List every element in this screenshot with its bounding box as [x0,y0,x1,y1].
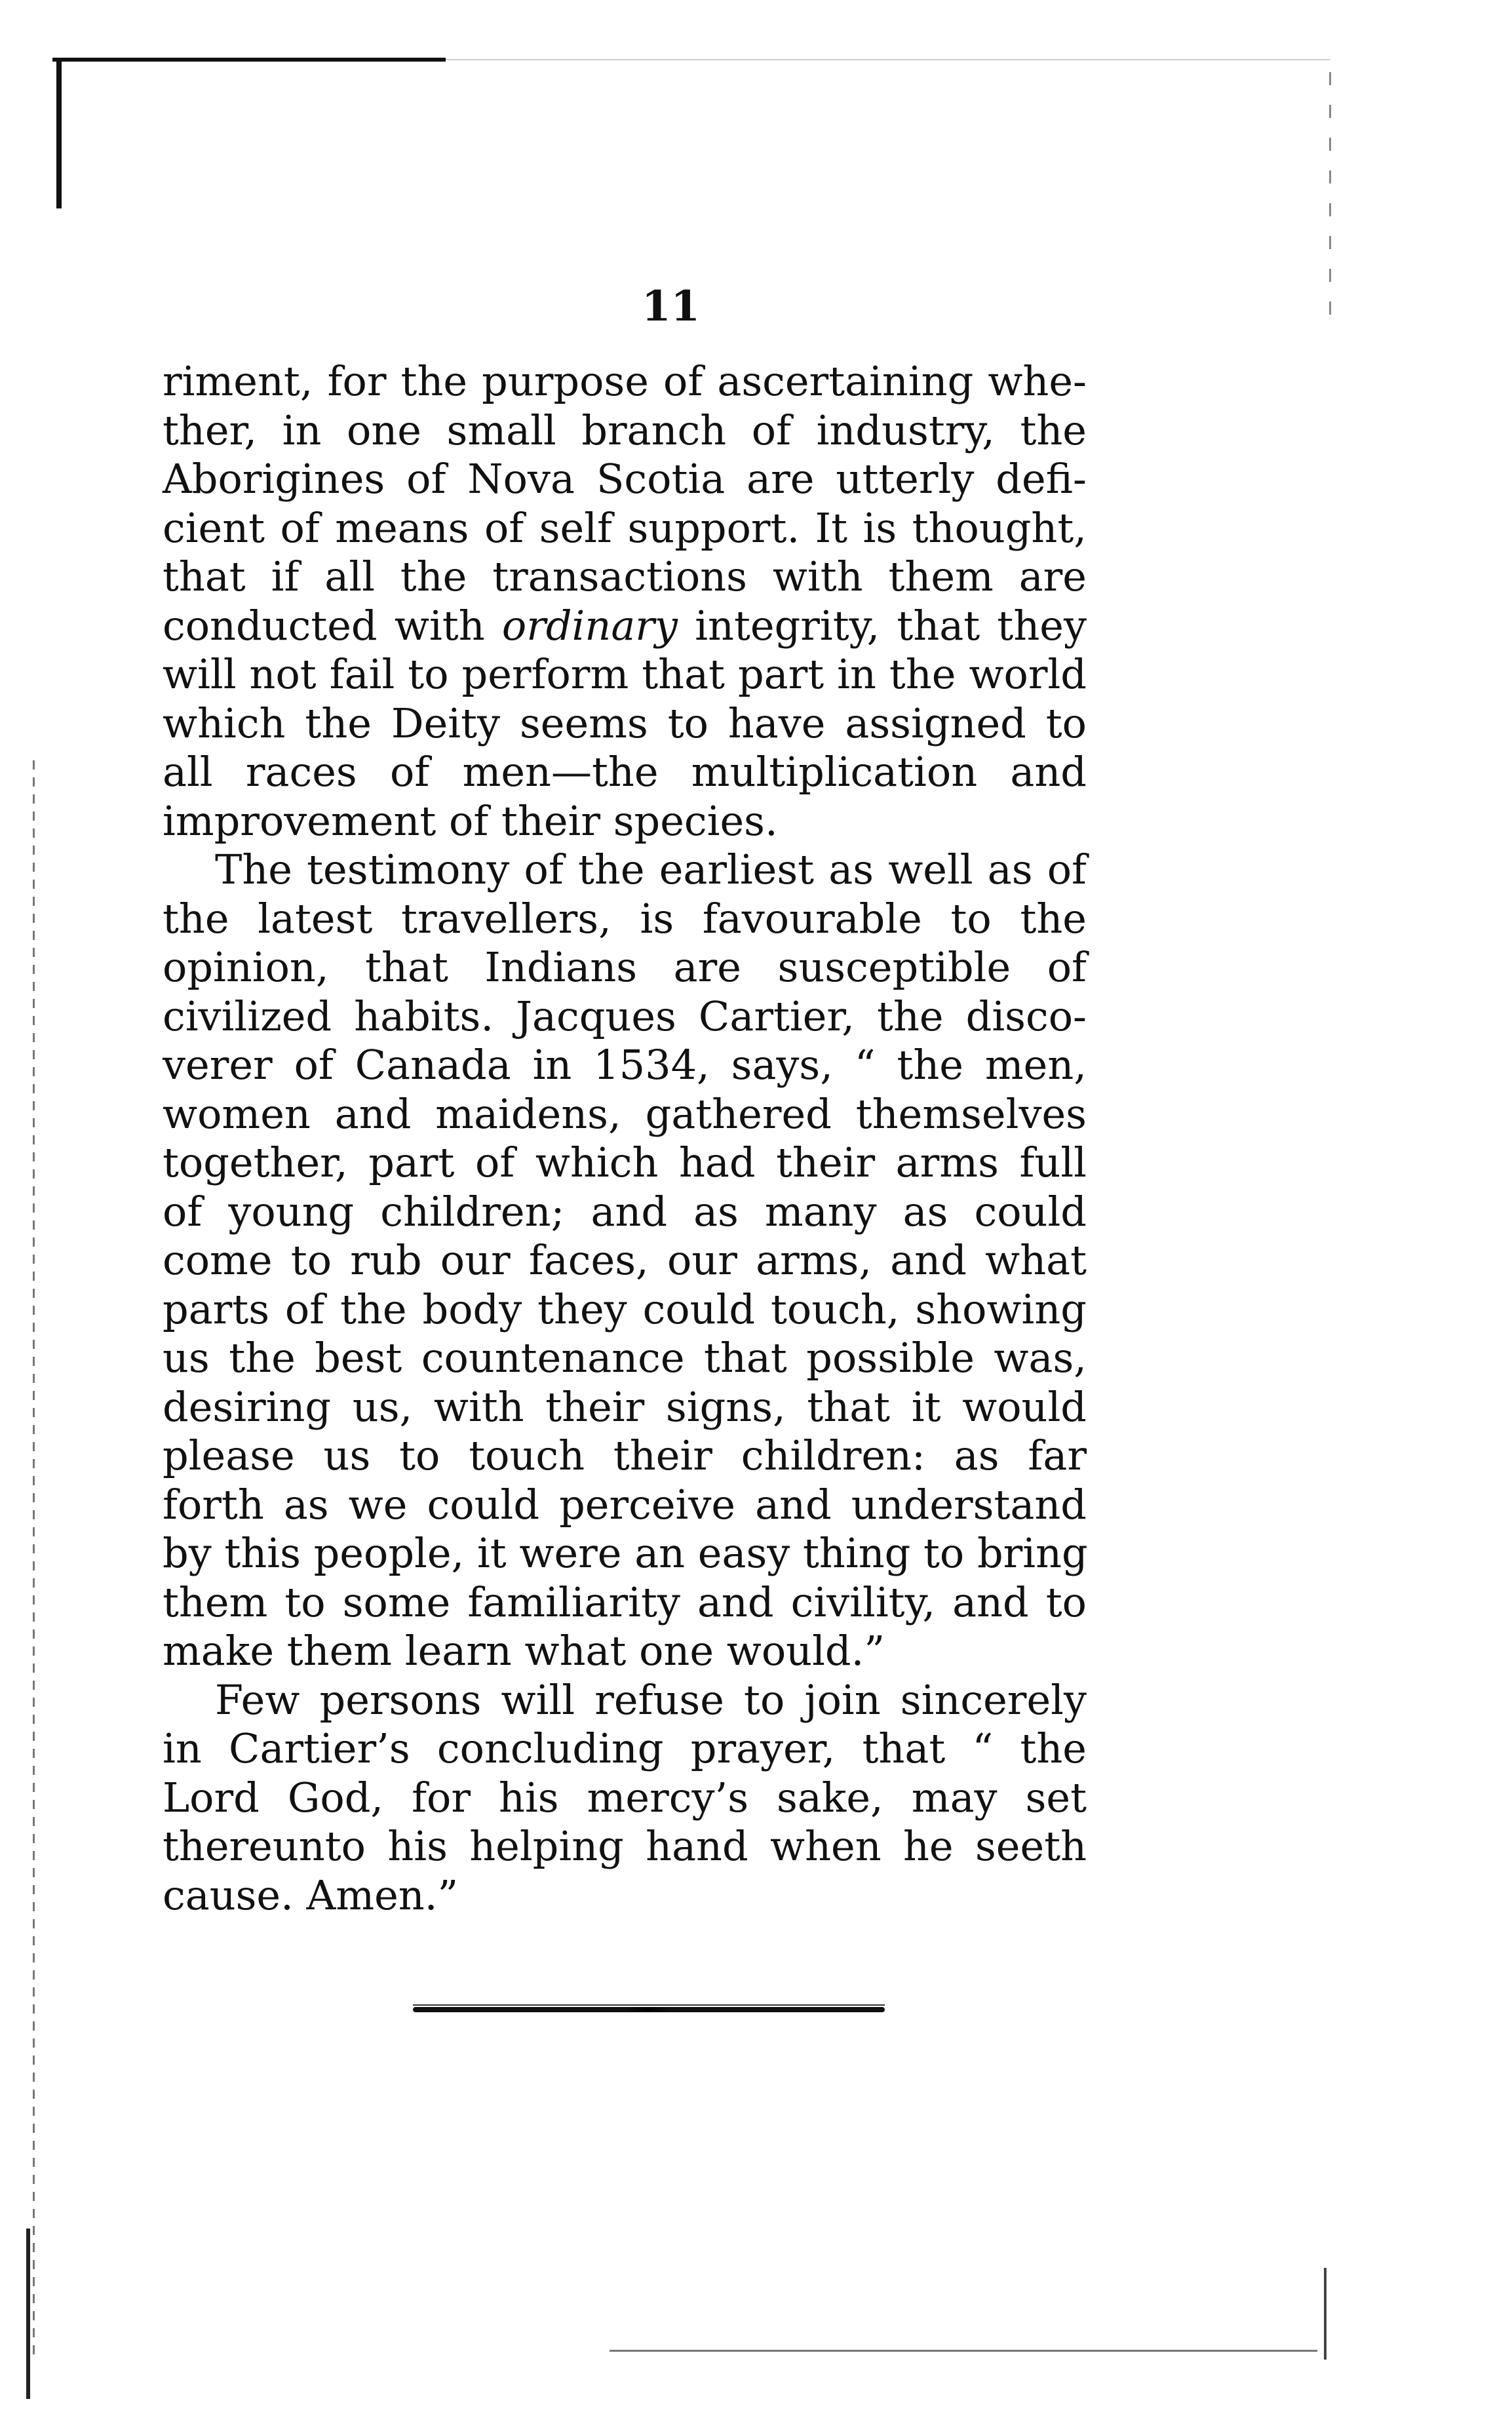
text-line: forth as we could perceive and understand [163,1480,1087,1529]
text-line: civilized habits. Jacques Cartier, the disco- [163,992,1087,1040]
text-line: improvement of their species. [163,796,778,845]
scan-edge-bottom [610,2350,1317,2352]
text-line: opinion, that Indians are susceptible of [163,943,1087,991]
text-line: the latest travellers, is favourable to the [163,894,1087,943]
text-line: women and maidens, gathered themselves [163,1089,1087,1138]
scan-edge-right-bottom [1324,2268,1327,2360]
text-line: ther, in one small branch of industry, the [163,406,1087,454]
page-number: 11 [641,282,701,331]
scan-edge-left [56,58,62,208]
section-rule-thin [413,2004,885,2006]
text-line: them to some familiarity and civility, and to [163,1578,1087,1626]
text-line: will not fail to perform that part in the world [163,650,1087,698]
text-line: Aborigines of Nova Scotia are utterly defi- [163,455,1087,503]
scan-edge-top-faint [446,59,1330,60]
text-line: together, part of which had their arms full [163,1139,1087,1186]
text-line: desiring us, with their signs, that it would [163,1382,1087,1431]
text-line: cause. Amen.” [163,1871,459,1919]
text-line: come to rub our faces, our arms, and what [163,1236,1087,1284]
text-line: cient of means of self support. It is thought, [163,503,1087,552]
text-line: that if all the transactions with them are [163,553,1087,600]
paragraph-3 [163,1676,1087,1920]
text-line: verer of Canada in 1534, says, “ the men, [163,1041,1087,1089]
scan-edge-left-bottom [26,2229,30,2399]
text-line: please us to touch their children: as far [163,1432,1087,1479]
text-line: make them learn what one would.” [163,1627,885,1675]
text-line: Few persons will refuse to join sincerely [215,1675,1087,1724]
text-line: which the Deity seems to have assigned to [163,699,1087,747]
text-line: us the best countenance that possible was, [163,1334,1087,1382]
paragraph-2 [163,846,1087,1676]
body-text [163,357,1087,1920]
text-line: of young children; and as many as could [163,1187,1087,1236]
section-rule [413,2007,885,2012]
text-line: riment, for the purpose of ascertaining whe- [163,357,1087,405]
scan-edge-left-dashes [33,760,35,2360]
text-line: parts of the body they could touch, showing [163,1285,1087,1333]
text-line: all races of men—the multiplication and [163,748,1087,796]
text-line: The testimony of the earliest as well as of [215,846,1087,893]
text-line: Lord God, for his mercy’s sake, may set [163,1773,1087,1822]
text-line: in Cartier’s concluding prayer, that “ the [163,1724,1087,1772]
paragraph-1 [163,357,1087,846]
scan-edge-top [52,58,446,62]
text-line: by this people, it were an easy thing to bring [163,1529,1088,1577]
text-line: conducted with ordinary integrity, that they [163,601,1087,650]
text-line: thereunto his helping hand when he seeth [163,1822,1087,1870]
